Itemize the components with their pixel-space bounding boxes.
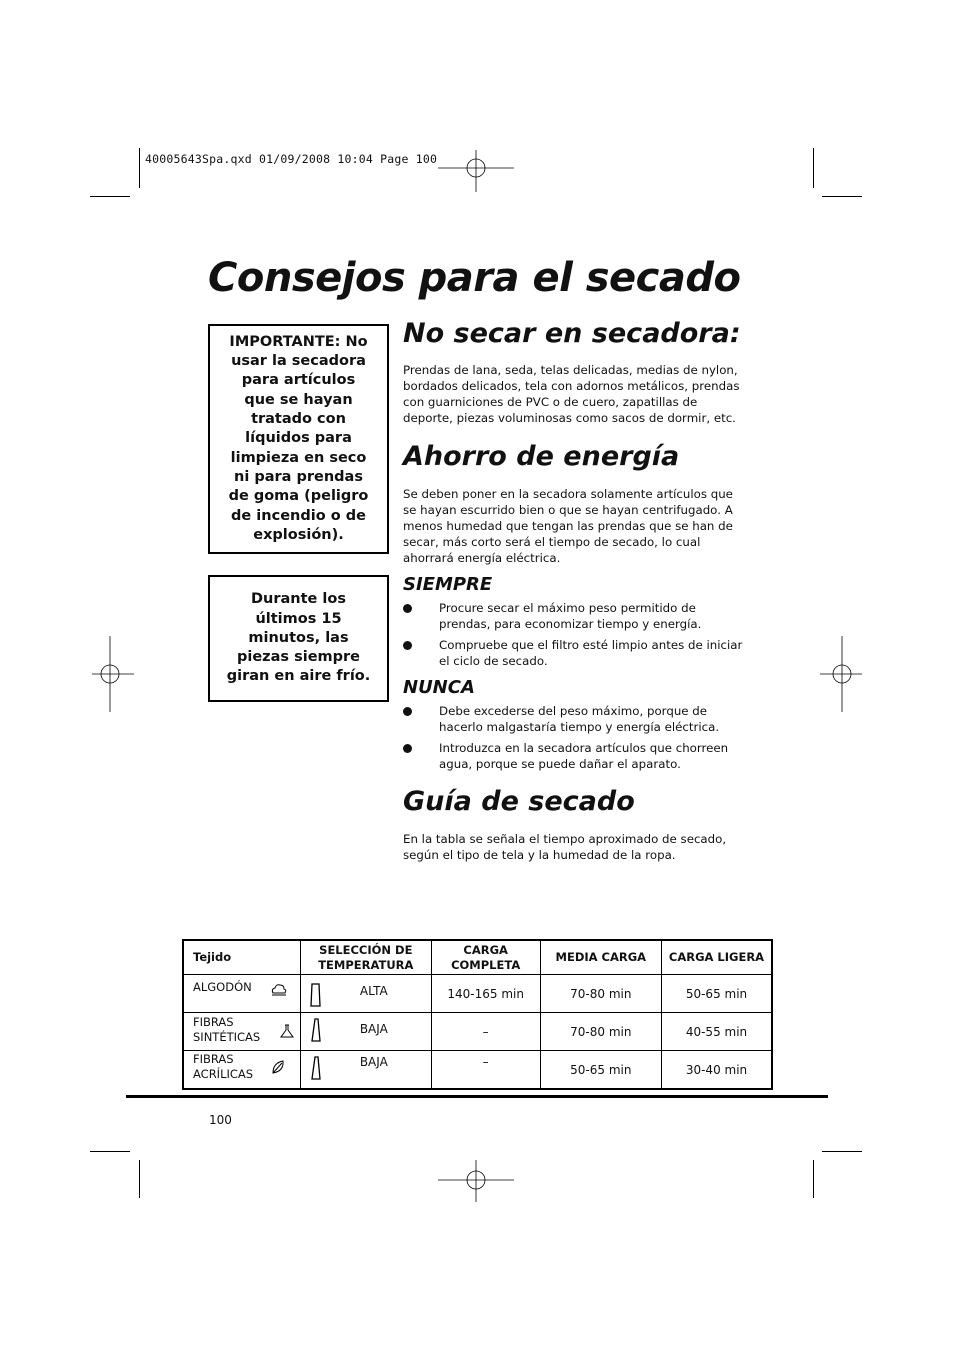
bullet-icon: [403, 707, 412, 716]
low-heat-symbol-icon: [309, 1017, 323, 1043]
temperature-value: ALTA: [359, 984, 388, 998]
registration-mark-icon: [818, 634, 864, 714]
flask-symbol-icon: [279, 1023, 295, 1039]
low-heat-symbol-icon: [309, 1055, 323, 1081]
table-row: [183, 975, 772, 1013]
fabric-cell: [183, 975, 300, 1013]
full-load-cell: 140-165 min: [431, 975, 540, 1013]
half-load-cell: 50-65 min: [540, 1051, 661, 1090]
page-number: 100: [209, 1113, 232, 1127]
table-header-row: [183, 940, 772, 975]
column-header: SELECCIÓN DE TEMPERATURA: [300, 940, 431, 975]
cooldown-notice-box: [208, 575, 389, 702]
text-no-secar: Prendas de lana, seda, telas delicadas, medias de nylon, bordados delicados, tela con adornos metálicos, prendas con guarniciones de PVC o de cuero, zapatillas de deporte, piezas voluminosas como sacos de dormir, etc.: [403, 363, 740, 426]
heading-ahorro-energia: Ahorro de energía: [403, 441, 680, 472]
temperature-value: BAJA: [359, 1055, 388, 1069]
bullet-icon: [403, 744, 412, 753]
full-load-value: –: [482, 1055, 489, 1069]
important-notice-text: IMPORTANTE: No usar la secadora para artículos que se hayan tratado con líquidos para limpieza en seco ni para prendas de goma (peligro de incendio o de explosión).: [228, 333, 369, 543]
fabric-label: FIBRAS SINTÉTICAS: [193, 1015, 261, 1044]
fabric-cell: [183, 1013, 300, 1051]
important-notice-box: [208, 324, 389, 554]
temperature-cell: [300, 1013, 431, 1051]
table-row: [183, 1013, 772, 1051]
table-row: [183, 1051, 772, 1090]
half-load-cell: 70-80 min: [540, 975, 661, 1013]
cotton-symbol-icon: [270, 983, 288, 997]
registration-mark-icon: [436, 1158, 516, 1204]
temperature-cell: [300, 1051, 431, 1090]
registration-mark-icon: [90, 634, 136, 714]
fabric-cell: [183, 1051, 300, 1090]
text-guia-secado: En la tabla se señala el tiempo aproximado de secado, según el tipo de tela y la humedad de la ropa.: [403, 832, 727, 863]
leaf-symbol-icon: [270, 1059, 286, 1077]
half-load-cell: 70-80 min: [540, 1013, 661, 1051]
light-load-cell: 50-65 min: [661, 975, 772, 1013]
full-load-cell: –: [431, 1013, 540, 1051]
light-load-cell: 30-40 min: [661, 1051, 772, 1090]
footer-rule: [126, 1095, 828, 1098]
cooldown-notice-text: Durante los últimos 15 minutos, las piezas siempre giran en aire frío.: [226, 591, 371, 685]
temperature-cell: [300, 975, 431, 1013]
high-heat-symbol-icon: [309, 982, 323, 1008]
print-slug: 40005643Spa.qxd 01/09/2008 10:04 Page 100: [145, 152, 438, 166]
bullet-icon: [403, 641, 412, 650]
column-header: MEDIA CARGA: [540, 940, 661, 975]
heading-no-secar: No secar en secadora:: [403, 318, 741, 349]
bullet-icon: [403, 604, 412, 613]
heading-nunca: NUNCA: [403, 677, 475, 698]
drying-guide-table: [182, 939, 773, 1090]
light-load-cell: 40-55 min: [661, 1013, 772, 1051]
page-title: Consejos para el secado: [208, 255, 741, 301]
text-ahorro-energia: Se deben poner en la secadora solamente artículos que se hayan escurrido bien o que se hayan centrifugado. A menos humedad que tengan las prendas que se han de secar, más corto será el tiempo de secado, lo cual ahorrará energía eléctrica.: [403, 487, 733, 566]
heading-guia-secado: Guía de secado: [403, 786, 635, 817]
temperature-value: BAJA: [359, 1022, 388, 1036]
column-header: CARGA LIGERA: [661, 940, 772, 975]
column-header: Tejido: [183, 940, 300, 975]
column-header: CARGA COMPLETA: [431, 940, 540, 975]
heading-siempre: SIEMPRE: [403, 574, 493, 595]
full-load-cell: [431, 1051, 540, 1090]
fabric-label: FIBRAS ACRÍLICAS: [193, 1052, 254, 1081]
fabric-label: ALGODÓN: [193, 980, 252, 994]
registration-mark-icon: [436, 148, 516, 194]
